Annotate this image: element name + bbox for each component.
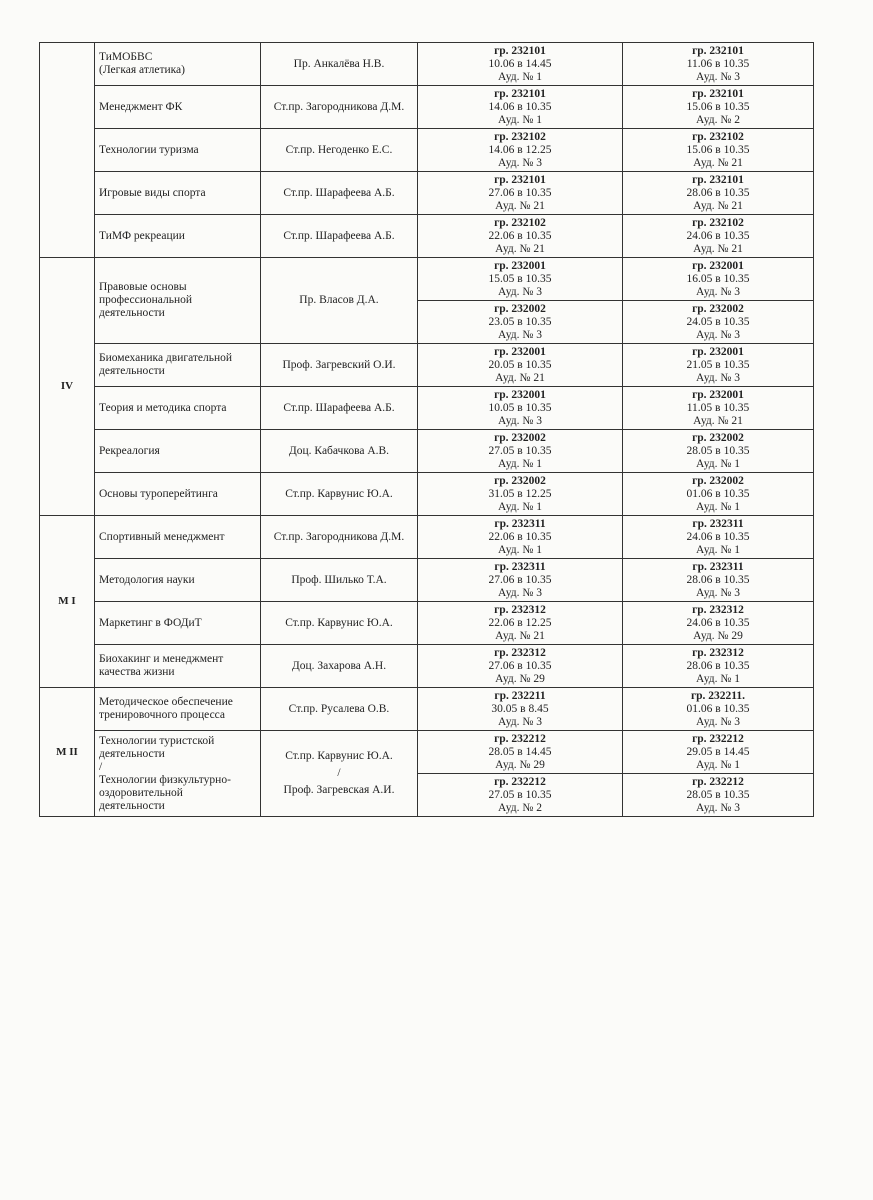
date-time: 31.05 в 12.25	[488, 487, 552, 500]
teacher-cell	[261, 645, 418, 688]
schedule-row	[40, 172, 814, 215]
course-cell	[40, 43, 95, 258]
group-label: гр. 232212	[494, 732, 546, 745]
course-cell: IV	[40, 258, 95, 516]
teacher-line: /	[337, 767, 341, 779]
subject-cell	[95, 473, 261, 516]
room-label: Ауд. № 21	[693, 156, 743, 169]
group-label: гр. 232002	[692, 474, 744, 487]
room-label: Ауд. № 3	[696, 371, 740, 384]
retake-slot-cell	[623, 774, 814, 817]
date-time: 15.06 в 10.35	[686, 143, 750, 156]
teacher-cell	[261, 129, 418, 172]
schedule-row	[40, 559, 814, 602]
group-label: гр. 232102	[692, 130, 744, 143]
room-label: Ауд. № 1	[498, 113, 542, 126]
date-time: 20.05 в 10.35	[488, 358, 552, 371]
room-label: Ауд. № 21	[495, 242, 545, 255]
date-time: 22.06 в 10.35	[488, 530, 552, 543]
retake-slot-cell	[623, 258, 814, 301]
date-time: 24.06 в 10.35	[686, 616, 750, 629]
retake-slot-cell	[623, 559, 814, 602]
subject-line: деятельности	[99, 747, 165, 760]
subject-cell	[95, 559, 261, 602]
exam-slot-cell	[418, 43, 623, 86]
teacher-cell	[261, 559, 418, 602]
teacher-line: Ст.пр. Загородникова Д.М.	[273, 100, 405, 113]
subject-cell	[95, 645, 261, 688]
subject-line: /	[99, 760, 103, 773]
teacher-cell	[261, 258, 418, 344]
date-time: 28.06 в 10.35	[686, 659, 750, 672]
room-label: Ауд. № 1	[498, 543, 542, 556]
teacher-line: Ст.пр. Карвунис Ю.А.	[285, 487, 393, 500]
date-time: 14.06 в 12.25	[488, 143, 552, 156]
date-time: 15.05 в 10.35	[488, 272, 552, 285]
group-label: гр. 232001	[692, 388, 744, 401]
schedule-row	[40, 645, 814, 688]
room-label: Ауд. № 29	[495, 672, 545, 685]
group-label: гр. 232101	[494, 173, 546, 186]
teacher-line: Ст.пр. Шарафеева А.Б.	[283, 186, 395, 199]
teacher-cell	[261, 43, 418, 86]
schedule-row	[40, 602, 814, 645]
retake-slot-cell	[623, 688, 814, 731]
teacher-cell	[261, 516, 418, 559]
date-time: 22.06 в 12.25	[488, 616, 552, 629]
teacher-cell	[261, 172, 418, 215]
date-time: 28.05 в 14.45	[488, 745, 552, 758]
subject-line: Методическое обеспечение	[99, 696, 233, 708]
schedule-row	[40, 129, 814, 172]
schedule-row	[40, 344, 814, 387]
room-label: Ауд. № 1	[498, 500, 542, 513]
room-label: Ауд. № 3	[498, 328, 542, 341]
subject-cell	[95, 215, 261, 258]
retake-slot-cell	[623, 645, 814, 688]
subject-line: тренировочного процесса	[99, 709, 226, 721]
group-label: гр. 232002	[692, 431, 744, 444]
room-label: Ауд. № 29	[495, 758, 545, 771]
subject-line: Технологии туризма	[99, 143, 199, 156]
group-label: гр. 232311	[692, 517, 744, 530]
group-label: гр. 232101	[692, 87, 744, 100]
room-label: Ауд. № 21	[693, 242, 743, 255]
group-label: гр. 232312	[494, 603, 546, 616]
subject-line: Основы туроперейтинга	[99, 487, 218, 500]
date-time: 23.05 в 10.35	[488, 315, 552, 328]
subject-line: Технологии физкультурно-	[99, 773, 231, 786]
teacher-line: Ст.пр. Загородникова Д.М.	[273, 530, 405, 543]
teacher-line: Ст.пр. Шарафеева А.Б.	[283, 229, 395, 242]
exam-slot-cell	[418, 301, 623, 344]
schedule-row	[40, 387, 814, 430]
subject-line: Игровые виды спорта	[99, 186, 206, 199]
date-time: 15.06 в 10.35	[686, 100, 750, 113]
exam-slot-cell	[418, 774, 623, 817]
room-label: Ауд. № 2	[696, 113, 740, 126]
date-time: 22.06 в 10.35	[488, 229, 552, 242]
exam-slot-cell	[418, 172, 623, 215]
teacher-line: Доц. Захарова А.Н.	[291, 659, 387, 672]
course-cell: М II	[40, 688, 95, 817]
group-label: гр. 232102	[494, 130, 546, 143]
retake-slot-cell	[623, 430, 814, 473]
subject-line: качества жизни	[99, 666, 175, 678]
subject-cell	[95, 258, 261, 344]
retake-slot-cell	[623, 301, 814, 344]
room-label: Ауд. № 21	[495, 371, 545, 384]
group-label: гр. 232212	[692, 732, 744, 745]
room-label: Ауд. № 3	[498, 285, 542, 298]
subject-line: Маркетинг в ФОДиТ	[99, 616, 202, 629]
subject-line: профессиональной	[99, 294, 193, 306]
subject-line: Технологии туристской	[99, 734, 215, 747]
exam-slot-cell	[418, 430, 623, 473]
date-time: 21.05 в 10.35	[686, 358, 750, 371]
subject-line: Методология науки	[99, 573, 195, 586]
exam-slot-cell	[418, 559, 623, 602]
date-time: 28.05 в 10.35	[686, 444, 750, 457]
room-label: Ауд. № 21	[495, 629, 545, 642]
subject-cell	[95, 86, 261, 129]
date-time: 27.05 в 10.35	[488, 788, 552, 801]
room-label: Ауд. № 29	[693, 629, 743, 642]
schedule-row	[40, 473, 814, 516]
exam-slot-cell	[418, 473, 623, 516]
subject-line: Теория и методика спорта	[99, 401, 227, 414]
subject-cell	[95, 43, 261, 86]
room-label: Ауд. № 1	[498, 70, 542, 83]
room-label: Ауд. № 1	[696, 457, 740, 470]
teacher-cell	[261, 473, 418, 516]
subject-cell	[95, 731, 261, 817]
group-label: гр. 232101	[494, 44, 546, 57]
room-label: Ауд. № 2	[498, 801, 542, 814]
group-label: гр. 232312	[692, 603, 744, 616]
subject-cell	[95, 387, 261, 430]
room-label: Ауд. № 1	[696, 543, 740, 556]
teacher-line: Проф. Шилько Т.А.	[291, 573, 387, 586]
exam-slot-cell	[418, 645, 623, 688]
date-time: 16.05 в 10.35	[686, 272, 750, 285]
subject-cell	[95, 172, 261, 215]
teacher-line: Ст.пр. Негоденко Е.С.	[285, 143, 393, 156]
group-label: гр. 232102	[494, 216, 546, 229]
group-label: гр. 232102	[692, 216, 744, 229]
group-label: гр. 232001	[494, 259, 546, 272]
teacher-line: Доц. Кабачкова А.В.	[288, 444, 390, 457]
date-time: 01.06 в 10.35	[686, 702, 750, 715]
room-label: Ауд. № 3	[498, 156, 542, 169]
group-label: гр. 232001	[692, 345, 744, 358]
schedule-row	[40, 43, 814, 86]
group-label: гр. 232211	[494, 689, 546, 702]
subject-cell	[95, 516, 261, 559]
teacher-line: Проф. Загревский О.И.	[282, 358, 396, 371]
date-time: 28.06 в 10.35	[686, 573, 750, 586]
schedule-row	[40, 688, 814, 731]
date-time: 24.05 в 10.35	[686, 315, 750, 328]
room-label: Ауд. № 3	[696, 328, 740, 341]
date-time: 28.06 в 10.35	[686, 186, 750, 199]
subject-line: деятельности	[99, 799, 165, 812]
schedule-row	[40, 215, 814, 258]
room-label: Ауд. № 1	[696, 500, 740, 513]
room-label: Ауд. № 3	[498, 715, 542, 728]
subject-line: Рекреалогия	[99, 444, 160, 457]
date-time: 10.05 в 10.35	[488, 401, 552, 414]
teacher-line: Ст.пр. Карвунис Ю.А.	[285, 616, 393, 629]
room-label: Ауд. № 1	[696, 758, 740, 771]
group-label: гр. 232311	[692, 560, 744, 573]
subject-line: деятельности	[99, 307, 165, 319]
group-label: гр. 232002	[494, 474, 546, 487]
teacher-cell	[261, 86, 418, 129]
teacher-line: Ст.пр. Шарафеева А.Б.	[283, 401, 395, 414]
schedule-row	[40, 430, 814, 473]
group-label: гр. 232002	[692, 302, 744, 315]
date-time: 14.06 в 10.35	[488, 100, 552, 113]
group-label: гр. 232212	[494, 775, 546, 788]
exam-slot-cell	[418, 215, 623, 258]
subject-cell	[95, 602, 261, 645]
room-label: Ауд. № 3	[696, 70, 740, 83]
subject-cell	[95, 129, 261, 172]
group-label: гр. 232101	[692, 44, 744, 57]
retake-slot-cell	[623, 344, 814, 387]
teacher-cell	[261, 344, 418, 387]
teacher-line: Ст.пр. Карвунис Ю.А.	[285, 750, 393, 762]
group-label: гр. 232212	[692, 775, 744, 788]
course-cell: М I	[40, 516, 95, 688]
retake-slot-cell	[623, 215, 814, 258]
retake-slot-cell	[623, 516, 814, 559]
teacher-cell	[261, 688, 418, 731]
subject-line: ТиМФ рекреации	[99, 229, 185, 242]
retake-slot-cell	[623, 129, 814, 172]
retake-slot-cell	[623, 387, 814, 430]
subject-line: Биомеханика двигательной	[99, 352, 233, 364]
group-label: гр. 232311	[494, 560, 546, 573]
room-label: Ауд. № 3	[498, 414, 542, 427]
exam-slot-cell	[418, 387, 623, 430]
subject-cell	[95, 688, 261, 731]
date-time: 24.06 в 10.35	[686, 229, 750, 242]
group-label: гр. 232001	[692, 259, 744, 272]
schedule-row	[40, 86, 814, 129]
retake-slot-cell	[623, 172, 814, 215]
teacher-cell	[261, 430, 418, 473]
retake-slot-cell	[623, 43, 814, 86]
retake-slot-cell	[623, 602, 814, 645]
subject-cell	[95, 430, 261, 473]
group-label: гр. 232211.	[690, 689, 746, 702]
exam-schedule-table	[39, 42, 814, 817]
room-label: Ауд. № 3	[498, 586, 542, 599]
date-time: 27.06 в 10.35	[488, 573, 552, 586]
group-label: гр. 232101	[692, 173, 744, 186]
teacher-line: Ст.пр. Русалева О.В.	[288, 702, 390, 715]
room-label: Ауд. № 1	[498, 457, 542, 470]
retake-slot-cell	[623, 731, 814, 774]
teacher-cell	[261, 387, 418, 430]
room-label: Ауд. № 3	[696, 715, 740, 728]
teacher-cell	[261, 602, 418, 645]
exam-slot-cell	[418, 258, 623, 301]
date-time: 30.05 в 8.45	[491, 702, 549, 715]
teacher-line: Пр. Власов Д.А.	[299, 294, 379, 306]
room-label: Ауд. № 21	[495, 199, 545, 212]
date-time: 27.06 в 10.35	[488, 659, 552, 672]
group-label: гр. 232311	[494, 517, 546, 530]
subject-cell	[95, 344, 261, 387]
date-time: 11.05 в 10.35	[686, 401, 750, 414]
room-label: Ауд. № 1	[696, 672, 740, 685]
group-label: гр. 232001	[494, 345, 546, 358]
date-time: 24.06 в 10.35	[686, 530, 750, 543]
exam-slot-cell	[418, 731, 623, 774]
schedule-row	[40, 731, 814, 774]
date-time: 10.06 в 14.45	[488, 57, 552, 70]
retake-slot-cell	[623, 473, 814, 516]
retake-slot-cell	[623, 86, 814, 129]
exam-slot-cell	[418, 86, 623, 129]
group-label: гр. 232001	[494, 388, 546, 401]
schedule-row	[40, 516, 814, 559]
subject-line: оздоровительной	[99, 786, 183, 799]
room-label: Ауд. № 3	[696, 586, 740, 599]
exam-slot-cell	[418, 516, 623, 559]
room-label: Ауд. № 21	[693, 414, 743, 427]
teacher-cell	[261, 731, 418, 817]
subject-line: Правовые основы	[99, 281, 187, 293]
subject-line: деятельности	[99, 365, 165, 377]
group-label: гр. 232312	[494, 646, 546, 659]
group-label: гр. 232002	[494, 302, 546, 315]
exam-slot-cell	[418, 344, 623, 387]
room-label: Ауд. № 3	[696, 801, 740, 814]
room-label: Ауд. № 21	[693, 199, 743, 212]
room-label: Ауд. № 3	[696, 285, 740, 298]
exam-slot-cell	[418, 688, 623, 731]
date-time: 28.05 в 10.35	[686, 788, 750, 801]
group-label: гр. 232312	[692, 646, 744, 659]
subject-line: ТиМОБВС	[99, 51, 153, 63]
date-time: 27.06 в 10.35	[488, 186, 552, 199]
exam-slot-cell	[418, 602, 623, 645]
subject-line: Биохакинг и менеджмент	[99, 653, 224, 665]
group-label: гр. 232101	[494, 87, 546, 100]
teacher-line: Проф. Загревская А.И.	[283, 784, 395, 796]
schedule-row	[40, 258, 814, 301]
date-time: 01.06 в 10.35	[686, 487, 750, 500]
date-time: 29.05 в 14.45	[686, 745, 750, 758]
subject-line: Менеджмент ФК	[99, 100, 183, 113]
date-time: 27.05 в 10.35	[488, 444, 552, 457]
teacher-line: Пр. Анкалёва Н.В.	[293, 57, 385, 70]
exam-slot-cell	[418, 129, 623, 172]
teacher-cell	[261, 215, 418, 258]
subject-line: Спортивный менеджмент	[99, 530, 225, 543]
group-label: гр. 232002	[494, 431, 546, 444]
subject-line: (Легкая атлетика)	[99, 64, 185, 76]
date-time: 11.06 в 10.35	[686, 57, 750, 70]
